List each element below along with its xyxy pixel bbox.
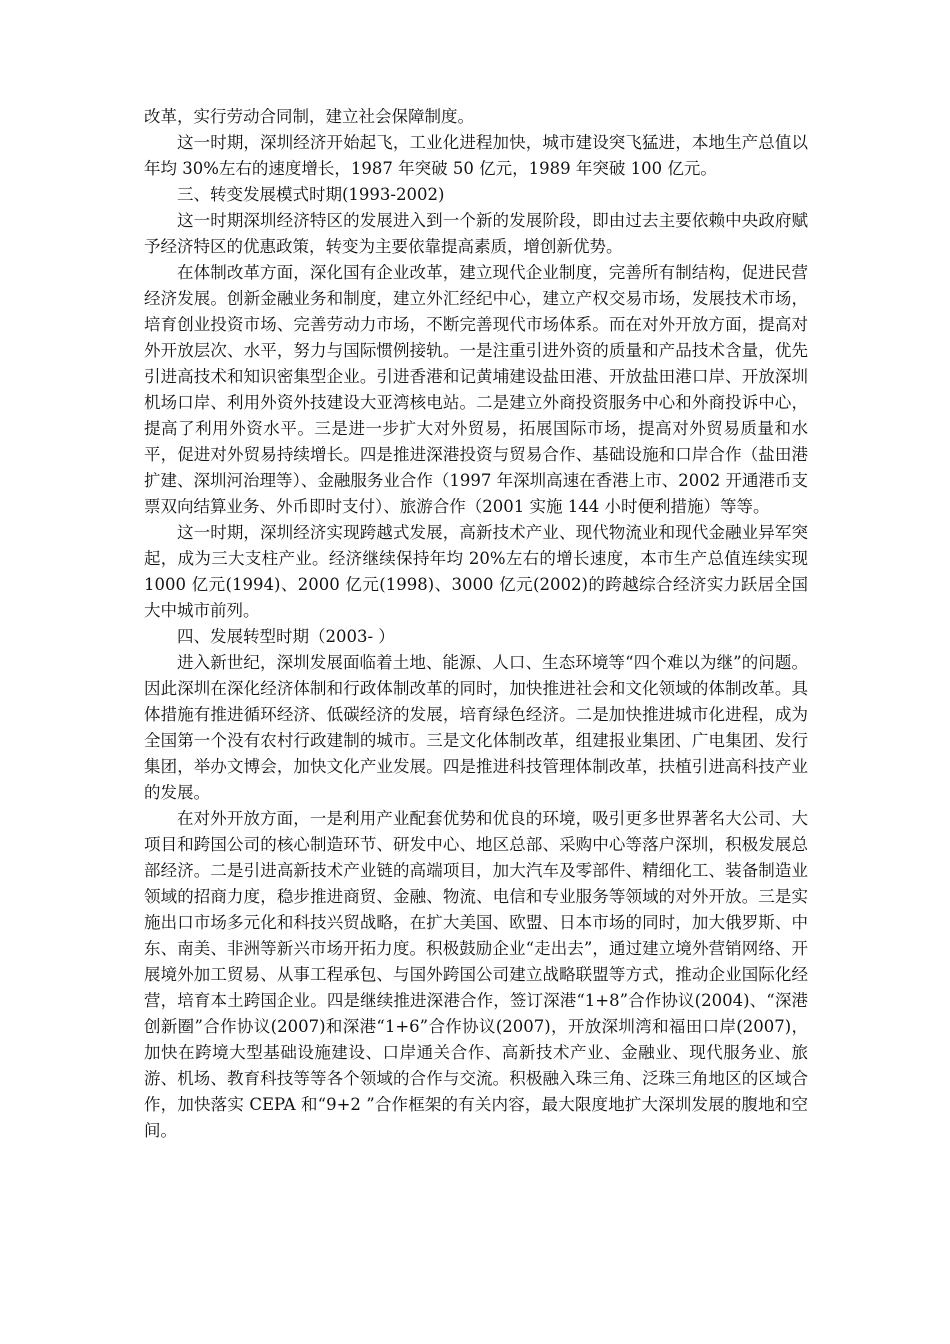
section-heading: 三、转变发展模式时期(1993-2002) [177, 185, 445, 204]
section-heading: 四、发展转型时期（2003- ） [177, 627, 395, 646]
paragraph-continuation: 改革，实行劳动合同制，建立社会保障制度。 [144, 107, 474, 126]
paragraph-body: 在体制改革方面，深化国有企业改革，建立现代企业制度，完善所有制结构，促进民营经济发展。创新金融业务和制度，建立外汇经纪中心，建立产权交易市场，发展技术市场，培育创业投资市场、完善劳动力市场，不断完善现代市场体系。而在对外开放方面，提高对外开放层次、水平，努力与国际惯例接轨。一是注重引进外资的质量和产品技术含量，优先引进高技术和知识密集型企业。引进香港和记黄埔建设盐田港、开放盐田港口岸、开放深圳机场口岸、利用外资外技建设大亚湾核电站。二是建立外商投资服务中心和外商投诉中心，提高了利用外资水平。三是进一步扩大对外贸易，拓展国际市场，提高对外贸易质量和水平，促进对外贸易持续增长。四是推进深港投资与贸易合作、基础设施和口岸合作（盐田港扩建、深圳河治理等）、金融服务业合作（1997 年深圳高速在香港上市、2002 开通港币支票双向结算业务、外币即时支付）、旅游合作（2001 实施 144 小时便利措施）等等。 [144, 263, 808, 516]
document-page [144, 104, 808, 1144]
paragraph-body: 进入新世纪，深圳发展面临着土地、能源、人口、生态环境等“四个难以为继”的问题。因此深圳在深化经济体制和行政体制改革的同时，加快推进社会和文化领域的体制改革。具体措施有推进循环经济、低碳经济的发展，培育绿色经济。二是加快推进城市化进程，成为全国第一个没有农村行政建制的城市。三是文化体制改革，组建报业集团、广电集团、发行集团，举办文博会，加快文化产业发展。四是推进科技管理体制改革，扶植引进高科技产业的发展。 [144, 653, 808, 802]
paragraph-body: 在对外开放方面，一是利用产业配套优势和优良的环境，吸引更多世界著名大公司、大项目和跨国公司的核心制造环节、研发中心、地区总部、采购中心等落户深圳，积极发展总部经济。二是引进高新技术产业链的高端项目，加大汽车及零部件、精细化工、装备制造业领域的招商力度，稳步推进商贸、金融、物流、电信和专业服务等领域的对外开放。三是实施出口市场多元化和科技兴贸战略，在扩大美国、欧盟、日本市场的同时，加大俄罗斯、中东、南美、非洲等新兴市场开拓力度。积极鼓励企业“走出去”，通过建立境外营销网络、开展境外加工贸易、从事工程承包、与国外跨国公司建立战略联盟等方式，推动企业国际化经营，培育本土跨国企业。四是继续推进深港合作，签订深港“1+8”合作协议(2004)、“深港创新圈”合作协议(2007)和深港“1+6”合作协议(2007)，开放深圳湾和福田口岸(2007)，加快在跨境大型基础设施建设、口岸通关合作、高新技术产业、金融业、现代服务业、旅游、机场、教育科技等等各个领域的合作与交流。积极融入珠三角、泛珠三角地区的区域合作，加快落实 CEPA 和“9+2 ”合作框架的有关内容，最大限度地扩大深圳发展的腹地和空间。 [144, 809, 808, 1140]
paragraph-body: 这一时期，深圳经济开始起飞，工业化进程加快，城市建设突飞猛进，本地生产总值以年均 30%左右的速度增长，1987 年突破 50 亿元，1989 年突破 100 亿元。 [144, 133, 808, 178]
paragraph-body: 这一时期深圳经济特区的发展进入到一个新的发展阶段，即由过去主要依赖中央政府赋予经济特区的优惠政策，转变为主要依靠提高素质，增创新优势。 [144, 211, 808, 256]
paragraph-body: 这一时期，深圳经济实现跨越式发展，高新技术产业、现代物流业和现代金融业异军突起，成为三大支柱产业。经济继续保持年均 20%左右的增长速度，本市生产总值连续实现 1000 亿元(1994)、2000 亿元(1998)、3000 亿元(2002)的跨越综合经济实力跃居全国大中城市前列。 [144, 523, 808, 620]
